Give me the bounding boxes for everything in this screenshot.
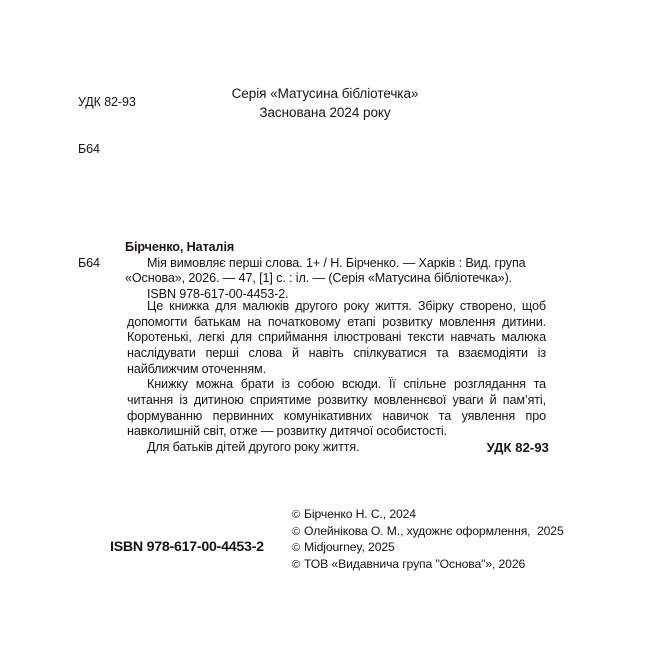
copyright-text: ТОВ «Видавнича група "Основа"», 2026 (304, 556, 526, 571)
copyright-line (292, 540, 564, 557)
copyright-list (292, 507, 564, 573)
annotation-paragraph-3: Для батьків дітей другого року життя. (147, 439, 360, 454)
record-body (125, 240, 548, 302)
udc-code: УДК 82-93 (78, 95, 136, 109)
series-founded: Заснована 2024 року (259, 105, 391, 120)
udc-bottom: УДК 82-93 (486, 440, 549, 455)
copyright-line (292, 557, 564, 574)
isbn-bottom: ISBN 978-617-00-4453-2 (110, 539, 264, 555)
record-description: Мія вимовляє перші слова. 1+ / Н. Бірченко. — Харків : Вид. група «Основа», 2026. — 47, [1] с. : іл. — (Серія «Матусина бібліотечка»). (125, 255, 526, 286)
record-author: Бірченко, Наталія (125, 240, 235, 254)
copyright-text: Олейнікова О. М., художнє оформлення, 2025 (304, 523, 564, 538)
series-heading (0, 84, 650, 122)
bibliographic-record (78, 240, 548, 302)
copyright-icon: © (292, 542, 300, 554)
record-isbn: ISBN 978-617-00-4453-2. (147, 286, 289, 301)
copyright-line (292, 524, 564, 541)
copyright-icon: © (292, 558, 300, 571)
copyright-text: Бірченко Н. С., 2024 (304, 507, 416, 521)
annotation-paragraph-1: Це книжка для малюків другого року життя. Збірку створено, щоб допомогти батькам на початковому етапі розвитку мовлення дитини. Коротенькі, легкі для сприймання ілюстровані тексти навчать малюка наслідувати перші слова й навіть спілкуватися та взаємодіяти із найближчим оточенням. (127, 299, 546, 376)
series-title: Серія «Матусина бібліотечка» (231, 86, 419, 101)
classification-codes (78, 64, 136, 188)
copyright-line (292, 507, 564, 524)
annotation-block (127, 299, 546, 456)
record-index: Б64 (78, 255, 100, 270)
copyright-icon: © (292, 509, 300, 521)
copyright-text: Midjourney, 2025 (304, 540, 395, 554)
copyright-icon: © (292, 525, 300, 538)
annotation-paragraph-2: Книжку можна брати із собою всюди. Її спільне розглядання та читання із дитиною сприятиме розвитку мовленнєвої уваги й пам’яті, формуванню первинних комунікативних навичок та уявлення про навколишній світ, отже — розвитку дитячої особистості. (127, 377, 546, 439)
author-mark: Б64 (78, 141, 100, 156)
